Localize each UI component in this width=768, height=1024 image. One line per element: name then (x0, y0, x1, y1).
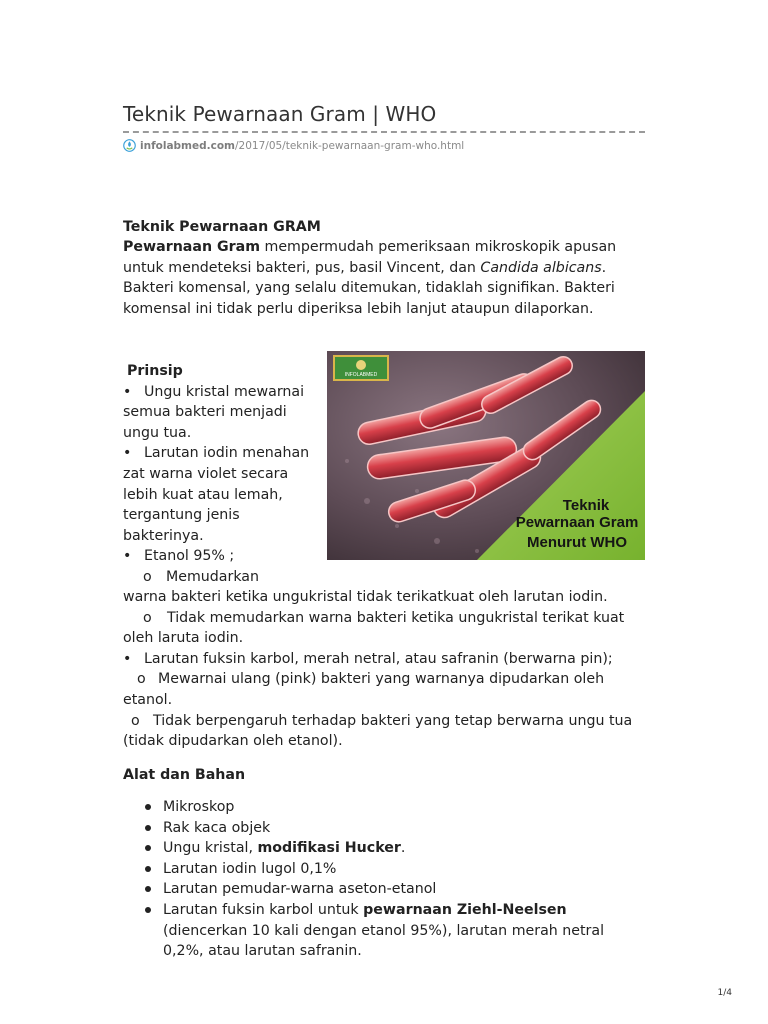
alat-item-3-bold: modifikasi Hucker (257, 840, 401, 857)
image-title-line-2: Pewarnaan Gram (515, 514, 639, 531)
prinsip-item-3 (123, 546, 323, 567)
prinsip-full-width (123, 587, 648, 752)
alat-item-3-post: . (400, 840, 406, 857)
bullet-marker: • (123, 650, 132, 667)
source-path: /2017/05/teknik-pewarnaan-gram-who.html (235, 139, 465, 152)
prinsip-item-3-sub-1-b: warna bakteri ketika ungukristal tidak terikatkuat oleh larutan iodin. (123, 589, 608, 605)
page-title: Teknik Pewarnaan Gram | WHO (123, 102, 437, 126)
image-title-line-3: Menurut WHO (527, 534, 627, 551)
intro-italic-candida: Candida albicans (480, 259, 602, 276)
title-divider (123, 131, 645, 133)
alat-item-6-bold: pewarnaan Ziehl-Neelsen (363, 901, 567, 918)
page-number: 1/4 (717, 988, 732, 998)
logo-text: INFOLABMED (344, 372, 378, 378)
bullet-marker: • (123, 548, 132, 565)
list-item (123, 879, 643, 900)
alat-item-2-text: Rak kaca objek (163, 819, 271, 836)
image-title-line-1: Teknik (562, 497, 610, 514)
prinsip-item-3-sub-1-a: Memudarkan (166, 568, 259, 585)
list-item (123, 818, 643, 839)
prinsip-item-2 (123, 443, 323, 546)
bullet-marker: • (123, 445, 132, 462)
intro-text-b: . Bakteri komensal, yang selalu ditemukan, tidaklah signifikan. Bakteri komensal ini tidak perlu diperiksa lebih lanjut ataupun dilaporkan. (123, 259, 615, 317)
prinsip-item-1-text: Ungu kristal mewarnai semua bakteri menjadi ungu tua. (123, 383, 305, 441)
prinsip-item-3-sub-2 (123, 608, 648, 649)
alat-item-1-text: Mikroskop (163, 799, 235, 815)
section-heading-alat: Alat dan Bahan (123, 767, 246, 783)
sub-marker: o (131, 712, 140, 729)
bacteria-illustration (327, 351, 645, 560)
prinsip-item-2-text: Larutan iodin menahan zat warna violet secara lebih kuat atau lemah, tergantung jenis bakterinya. (123, 445, 310, 544)
source-link[interactable] (140, 140, 464, 152)
alat-item-6-post: (diencerkan 10 kali dengan etanol 95%), larutan merah netral 0,2%, atau larutan safranin. (163, 922, 605, 960)
alat-item-6-pre: Larutan fuksin karbol untuk (163, 901, 364, 918)
intro-lead-bold: Pewarnaan Gram (123, 239, 260, 255)
prinsip-item-1 (123, 382, 323, 444)
infolabmed-logo-icon (123, 139, 136, 152)
intro-text-a: mempermudah pemeriksaan mikroskopik apusan untuk mendeteksi bakteri, pus, basil Vincent, dan (123, 239, 617, 276)
alat-list (123, 797, 643, 962)
prinsip-item-4-sub-1-text: Mewarnai ulang (pink) bakteri yang warnanya dipudarkan oleh etanol. (123, 671, 605, 708)
prinsip-item-4-sub-2 (123, 711, 648, 752)
prinsip-item-4-text: Larutan fuksin karbol, merah netral, atau safranin (berwarna pin); (144, 650, 613, 667)
list-item (123, 797, 643, 818)
prinsip-item-4 (123, 649, 648, 670)
alat-item-3-pre: Ungu kristal, (163, 840, 258, 857)
list-item (123, 859, 643, 880)
list-item (123, 838, 643, 859)
section-heading-teknik: Teknik Pewarnaan GRAM (123, 219, 321, 235)
intro-paragraph (123, 237, 648, 319)
prinsip-item-3-sub-2-text: Tidak memudarkan warna bakteri ketika ungukristal terikat kuat oleh laruta iodin. (123, 609, 625, 647)
prinsip-item-3-sub-1-head (123, 567, 323, 588)
list-item (123, 900, 643, 962)
sub-marker: o (137, 671, 146, 688)
alat-item-4-text: Larutan iodin lugol 0,1% (163, 860, 337, 877)
source-url[interactable] (123, 139, 464, 152)
sub-marker: o (143, 568, 152, 585)
sub-marker: o (143, 609, 152, 626)
prinsip-item-3-text: Etanol 95% ; (144, 548, 235, 565)
alat-item-5-text: Larutan pemudar-warna aseton-etanol (163, 881, 437, 898)
source-domain: infolabmed.com (140, 139, 236, 152)
prinsip-column (123, 361, 323, 588)
bacteria-illustration-graphic (327, 351, 645, 560)
prinsip-item-4-sub-1 (123, 669, 648, 710)
prinsip-heading: Prinsip (127, 363, 183, 379)
prinsip-item-4-sub-2-text: Tidak berpengaruh terhadap bakteri yang tetap berwarna ungu tua (tidak dipudarkan oleh etanol). (123, 712, 633, 750)
bullet-marker: • (123, 383, 132, 400)
